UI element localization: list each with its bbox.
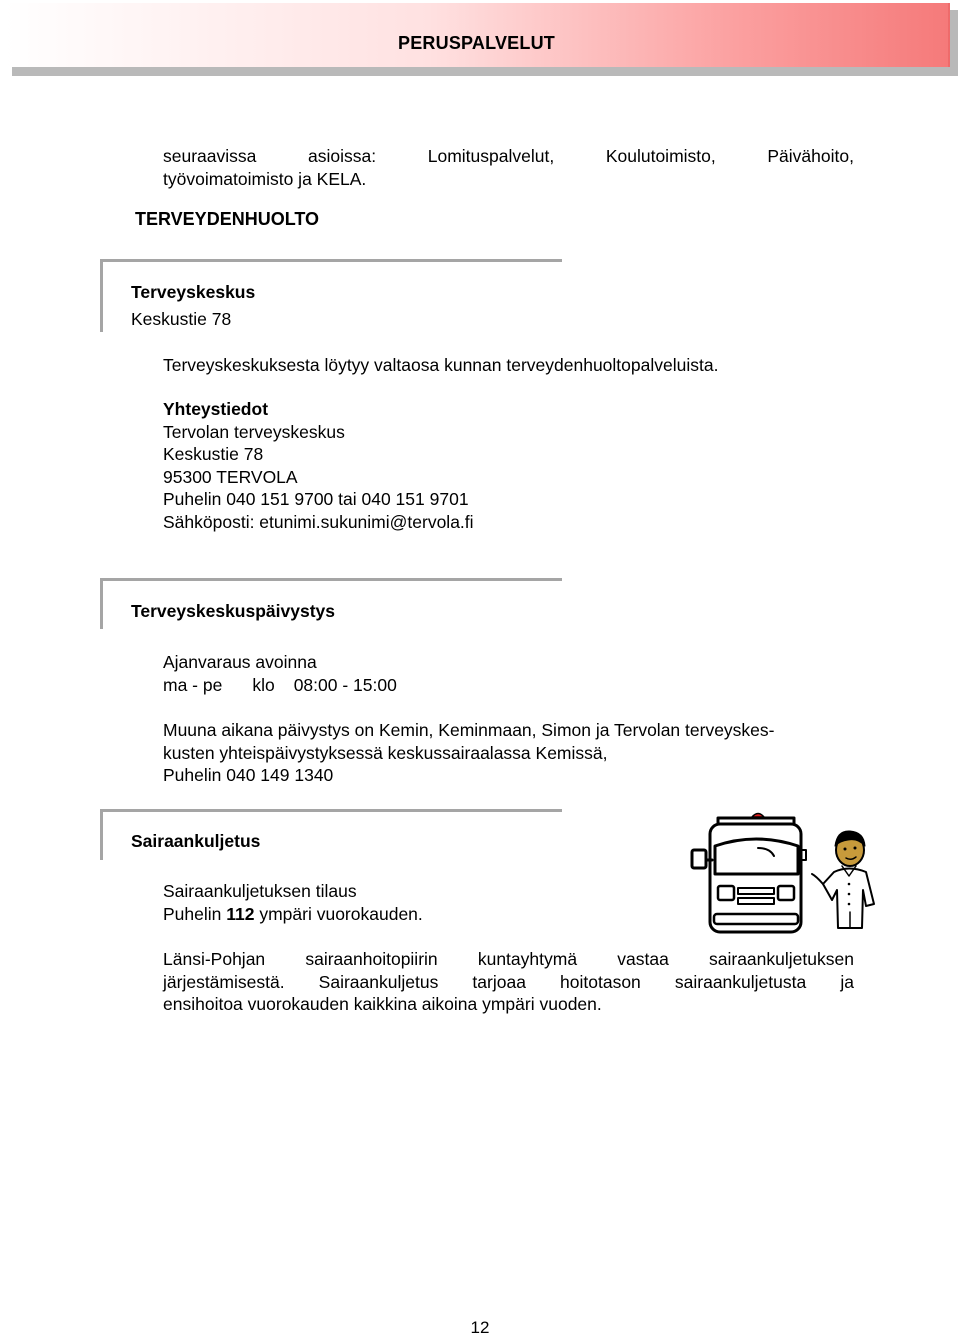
ambulance-paramedic-illustration [688, 810, 884, 934]
contact-postal: 95300 TERVOLA [163, 466, 298, 487]
emergency-number: 112 [226, 903, 255, 924]
paivystys-hours-block [163, 651, 397, 696]
contact-phone: Puhelin 040 151 9700 tai 040 151 9701 [163, 489, 469, 510]
paivystys-other-line-1: Muuna aikana päivystys on Kemin, Keminmaan, Simon ja Tervolan terveyskes- [163, 720, 775, 740]
intro-paragraph [163, 145, 854, 190]
paragraph-word: hoitotason [560, 971, 641, 992]
terveyskeskus-heading [131, 281, 255, 330]
sairaankuljetus-phone-suffix: ympäri vuorokauden. [254, 903, 423, 924]
paivystys-days: ma - pe [163, 674, 223, 695]
paivystys-klo: klo [252, 674, 275, 695]
header-banner [5, 3, 950, 67]
paivystys-hours-line [163, 674, 397, 697]
paivystys-booking: Ajanvaraus avoinna [163, 652, 317, 672]
paivystys-hours: 08:00 - 15:00 [293, 674, 397, 695]
paivystys-other-block [163, 719, 775, 787]
intro-word: Päivähoito, [767, 146, 854, 166]
paivystys-other-line-2: kusten yhteispäivystyksessä keskussairaalassa Kemissä, [163, 742, 608, 763]
paragraph-line-3: ensihoitoa vuorokauden kaikkina aikoina ympäri vuoden. [163, 994, 602, 1015]
ambulance-icon [692, 818, 806, 932]
contact-email[interactable]: Sähköposti: etunimi.sukunimi@tervola.fi [163, 511, 474, 532]
paragraph-word: sairaankuljetusta [674, 971, 807, 992]
contact-street: Keskustie 78 [163, 444, 264, 465]
contact-name: Tervolan terveyskeskus [163, 421, 345, 442]
intro-word: Lomituspalvelut, [427, 146, 555, 166]
paragraph-word: tarjoaa [472, 971, 526, 992]
section-title: TERVEYDENHUOLTO [135, 209, 320, 229]
paragraph-line-1 [163, 948, 854, 971]
contact-heading: Yhteystiedot [163, 399, 269, 419]
paragraph-word: Länsi-Pohjan [163, 949, 266, 969]
paragraph-word: sairaankuljetuksen [709, 949, 854, 969]
paivystys-title: Terveyskeskuspäivystys [131, 601, 335, 621]
paragraph-word: vastaa [617, 949, 669, 969]
intro-line-1 [163, 145, 854, 168]
paramedic-icon [812, 831, 874, 928]
paragraph-word: ja [840, 971, 854, 992]
intro-word: asioissa: [308, 146, 377, 166]
paragraph-line-2 [163, 971, 854, 994]
sairaankuljetus-order: Sairaankuljetuksen tilaus [163, 881, 357, 901]
page-title: PERUSPALVELUT [398, 33, 555, 53]
intro-word: Koulutoimisto, [605, 146, 716, 166]
intro-word: seuraavissa [163, 146, 257, 166]
sairaankuljetus-phone-prefix: Puhelin [163, 903, 227, 924]
paragraph-word: järjestämisestä. [163, 971, 285, 992]
sairaankuljetus-phone-line [163, 903, 423, 926]
page-number: 12 [470, 1318, 490, 1337]
sairaankuljetus-title: Sairaankuljetus [131, 831, 261, 851]
terveyskeskus-title: Terveyskeskus [131, 282, 256, 302]
paragraph-word: kuntayhtymä [477, 949, 578, 969]
paragraph-word: Sairaankuljetus [318, 971, 439, 992]
paragraph-word: sairaanhoitopiirin [305, 949, 438, 969]
paivystys-phone: Puhelin 040 149 1340 [163, 765, 334, 786]
terveyskeskus-address: Keskustie 78 [131, 308, 232, 329]
sairaankuljetus-paragraph [163, 948, 854, 1016]
intro-line-2: työvoimatoimisto ja KELA. [163, 168, 367, 189]
terveyskeskus-description: Terveyskeskuksesta löytyy valtaosa kunnan terveydenhuoltopalveluista. [163, 355, 719, 375]
contact-block [163, 398, 474, 534]
sairaankuljetus-order-block [163, 880, 423, 925]
siren-light-icon [752, 814, 764, 818]
